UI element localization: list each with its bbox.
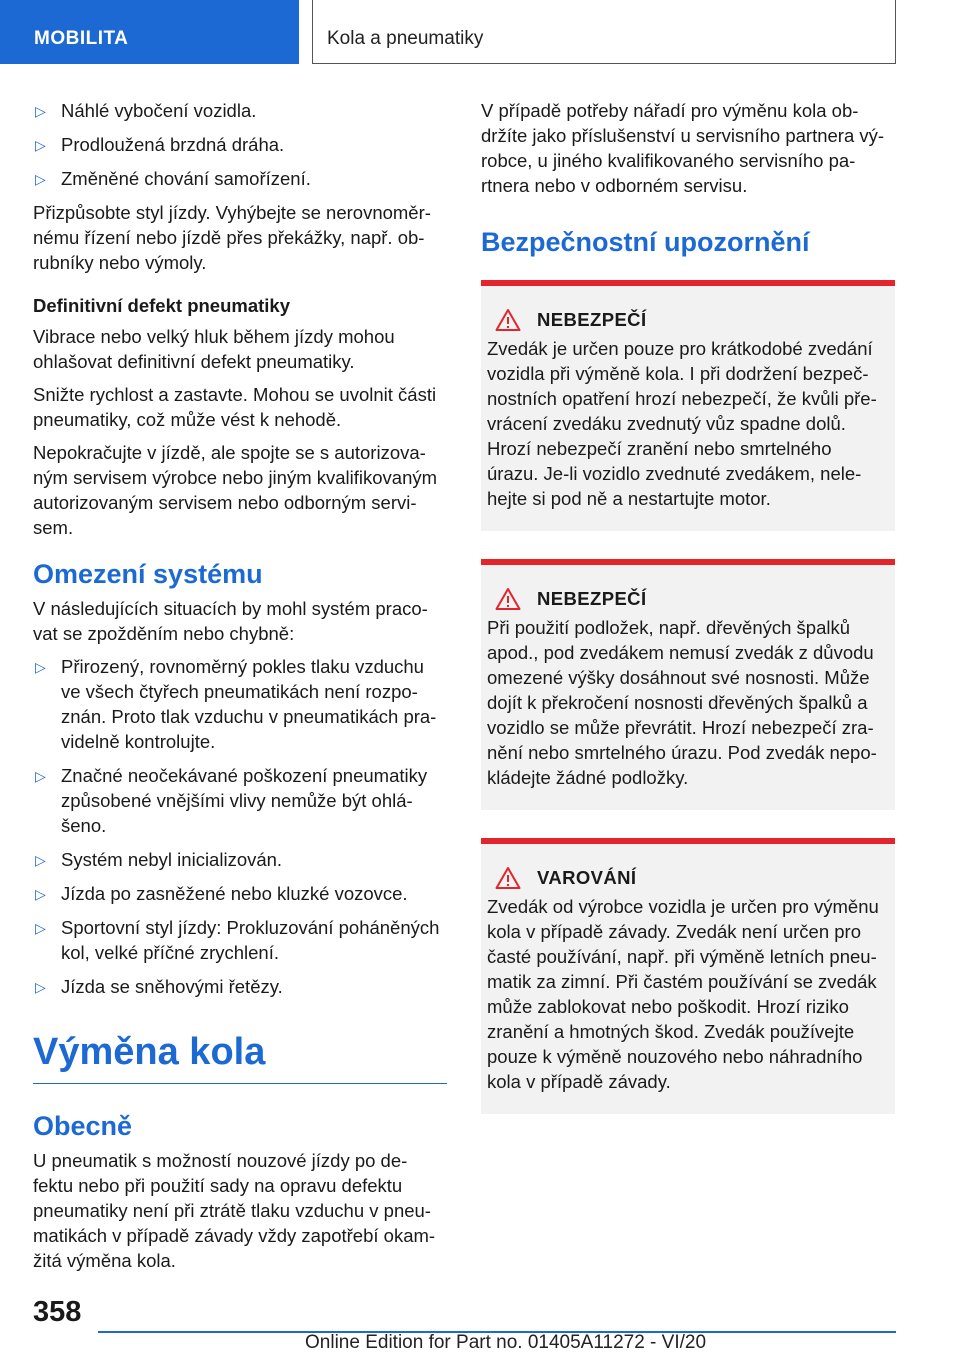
paragraph: Snižte rychlost a zastavte. Mohou se uvolnit části pneumatiky, což může vést k nehodě. [33,384,437,430]
warning-box [481,559,895,810]
triangle-right-icon: ▷ [35,659,46,675]
paragraph: Nepokračujte v jízdě, ale spojte se s autorizova- ným servisem výrobce nebo jiným kvalifikovaným autorizovaným servisem nebo odborným servi- sem. [33,442,438,538]
paragraph: Vibrace nebo velký hluk během jízdy mohou ohlašovat definitivní defekt pneumatiky. [33,326,395,372]
header-chapter: Kola a pneumatiky [312,0,896,64]
list-item: ▷ Přirozený, rovnoměrný pokles tlaku vzduchu ve všech čtyřech pneumatikách není rozpo- znán. Proto tlak vzduchu v pneumatikách pra- videlně kontrolujte. [35,656,437,752]
list-item: ▷ Jízda po zasněžené nebo kluzké vozovce. [33,881,447,906]
triangle-right-icon: ▷ [35,137,46,153]
warning-triangle-icon [495,587,521,611]
footer-edition: Online Edition for Part no. 01405A11272 - VI/20 [305,1332,707,1353]
paragraph: V případě potřeby nářadí pro výměnu kola ob- držíte jako příslušenství u servisního partnera vý- robce, u jiného kvalifikovaného servisního pa- rtnera nebo v odborném servisu. [481,100,885,196]
triangle-right-icon: ▷ [35,920,46,936]
paragraph: Přizpůsobte styl jízdy. Vyhýbejte se nerovnoměr- nému řízení nebo jízdě přes překážky, např. ob- rubníky nebo výmoly. [33,202,431,273]
list-item: ▷ Změněné chování samořízení. [33,166,447,191]
triangle-right-icon: ▷ [35,886,46,902]
warning-triangle-icon [495,308,521,332]
warning-text: Zvedák od výrobce vozidla je určen pro výměnu kola v případě závady. Zvedák není určen pro časté používání, např. při výměně letních pneu- matik za zimní. Při častém používání se zvedák může zablokovat nebo poškodit. Hrozí riziko zranění a hmotných škod. Zvedák používejte pouze k výměně nouzového nebo náhradního kola v případě závady. [487,896,879,1092]
bullet-list-limits [33,654,447,999]
paragraph: U pneumatik s možností nouzové jízdy po de- fektu nebo při použití sady na opravu defektu pneumatiky není při ztrátě tlaku vzduchu v pneu- matikách v případě závady vždy zapotřebí okam- žitá výměna kola. [33,1150,436,1271]
header-section: MOBILITA [0,0,299,64]
section-heading: Omezení systému [33,559,263,589]
left-column [33,98,447,1281]
warning-text: Zvedák je určen pouze pro krátkodobé zvedání vozidla při výměně kola. I při dodržení bezpeč- nostních opatření hrozí nebezpečí, že kvůli pře- vrácení zvedáku zvednutý vůz spadne dolů. Hrozí nebezpečí zranění nebo smrtelného úrazu. Je-li vozidlo zvednuté zvedákem, nele- hejte si pod ně a nestartujte motor. [487,338,877,509]
triangle-right-icon: ▷ [35,103,46,119]
list-item: ▷ Prodloužená brzdná dráha. [33,132,447,157]
warning-box [481,280,895,531]
list-item: ▷ Sportovní styl jízdy: Prokluzování poháněných kol, velké příčné zrychlení. [35,917,440,963]
triangle-right-icon: ▷ [35,979,46,995]
right-column [481,98,895,1142]
section-heading: Bezpečnostní upozornění [481,227,810,257]
warning-title: NEBEZPEČÍ [487,587,885,611]
list-item: ▷ Náhlé vybočení vozidla. [33,98,447,123]
warning-title: VAROVÁNÍ [487,866,885,890]
list-item: ▷ Systém nebyl inicializován. [33,847,447,872]
subheading: Definitivní defekt pneumatiky [33,295,290,316]
bullet-list-effects [33,98,447,191]
paragraph: V následujících situacích by mohl systém praco- vat se zpožděním nebo chybně: [33,598,428,644]
list-item: ▷ Značné neočekávané poškození pneumatiky způsobené vnějšími vlivy nemůže být ohlá- šeno. [35,765,428,836]
page-number: 358 [33,1296,82,1328]
triangle-right-icon: ▷ [35,171,46,187]
triangle-right-icon: ▷ [35,768,46,784]
warning-box [481,838,895,1114]
warning-triangle-icon [495,866,521,890]
chapter-heading: Výměna kola [33,1029,447,1084]
triangle-right-icon: ▷ [35,852,46,868]
section-heading: Obecně [33,1111,133,1141]
list-item: ▷ Jízda se sněhovými řetězy. [33,974,447,999]
warning-text: Při použití podložek, např. dřevěných špalků apod., pod zvedákem nemusí zvedák z důvodu omezené výšky dosáhnout své nosnosti. Může dojít k překročení nosnosti dřevěných špalků a vozidlo se může převrátit. Hrozí nebezpečí zra- nění nebo smrtelného úrazu. Pod zvedák nepo- kládejte žádné podložky. [487,617,877,788]
warning-title: NEBEZPEČÍ [487,308,885,332]
